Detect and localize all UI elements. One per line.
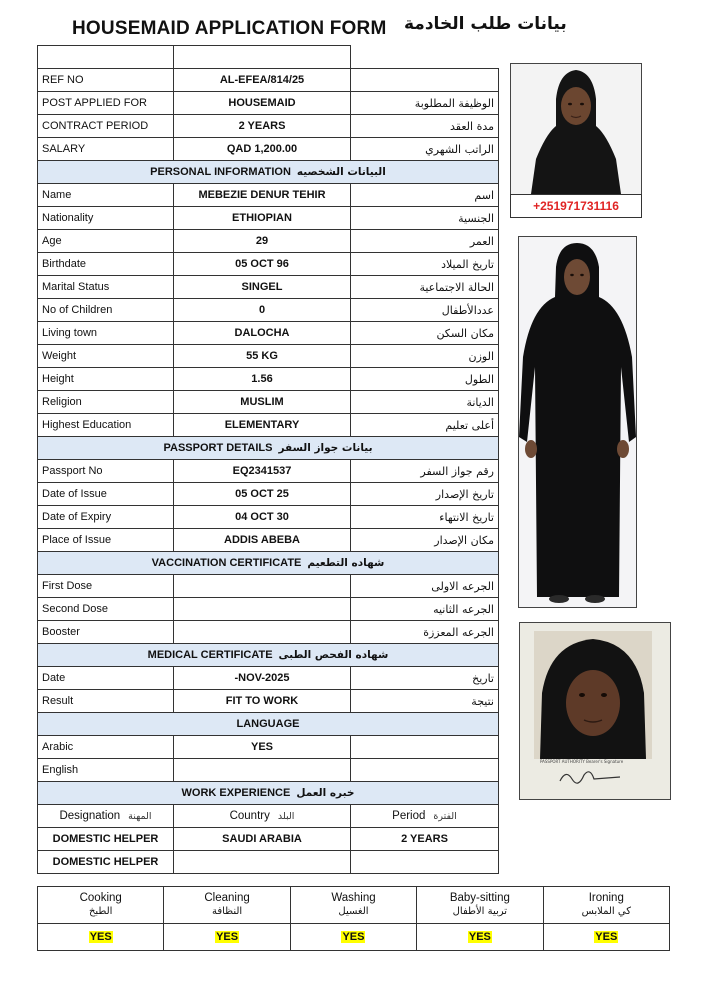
row-weight — [38, 345, 499, 368]
expiry-date-value: 04 OCT 30 — [174, 506, 351, 529]
living-town-label: Living town — [38, 322, 174, 345]
salary-label: SALARY — [38, 138, 174, 161]
row-salary — [38, 138, 499, 161]
experience-period — [351, 851, 499, 874]
experience-column-headers — [38, 805, 499, 828]
nationality-arabic: الجنسية — [351, 207, 499, 230]
experience-header-ar: خبره العمل — [296, 787, 355, 799]
skill-washing-value: YES — [342, 931, 365, 943]
salary-value: QAD 1,200.00 — [174, 138, 351, 161]
row-marital-status — [38, 276, 499, 299]
row-height — [38, 368, 499, 391]
medical-header-ar: شهاده الفحص الطبى — [278, 649, 389, 661]
skill-cleaning — [164, 887, 290, 924]
english-label: English — [38, 759, 174, 782]
experience-country — [174, 851, 351, 874]
weight-arabic: الوزن — [351, 345, 499, 368]
row-name — [38, 184, 499, 207]
medical-header-en: MEDICAL CERTIFICATE — [147, 649, 273, 661]
personal-header-en: PERSONAL INFORMATION — [150, 166, 291, 178]
passport-header-ar: بيانات جواز السفر — [278, 442, 373, 454]
row-age — [38, 230, 499, 253]
passport-photo — [519, 622, 671, 800]
skills-table — [37, 886, 670, 951]
medical-date-label: Date — [38, 667, 174, 690]
row-contract — [38, 115, 499, 138]
experience-designation: DOMESTIC HELPER — [38, 828, 174, 851]
first-dose-label: First Dose — [38, 575, 174, 598]
living-town-arabic: مكان السكن — [351, 322, 499, 345]
skill-baby-sitting-value: YES — [468, 931, 491, 943]
religion-value: MUSLIM — [174, 391, 351, 414]
name-arabic: اسم — [351, 184, 499, 207]
booster-arabic: الجرعه المعززة — [351, 621, 499, 644]
ref-no-arabic — [351, 69, 499, 92]
skill-ironing-label: Ironing — [588, 892, 624, 904]
issue-date-label: Date of Issue — [38, 483, 174, 506]
weight-label: Weight — [38, 345, 174, 368]
passport-no-label: Passport No — [38, 460, 174, 483]
salary-arabic: الراتب الشهري — [351, 138, 499, 161]
designation-column-ar: المهنة — [128, 811, 152, 822]
birthdate-value: 05 OCT 96 — [174, 253, 351, 276]
row-nationality — [38, 207, 499, 230]
issue-date-arabic: تاريخ الإصدار — [351, 483, 499, 506]
marital-status-value: SINGEL — [174, 276, 351, 299]
place-of-issue-arabic: مكان الإصدار — [351, 529, 499, 552]
passport-photo-caption: PASSPORT AUTHORITY Bearer's Signature — [540, 759, 624, 764]
name-label: Name — [38, 184, 174, 207]
medical-result-label: Result — [38, 690, 174, 713]
row-passport-no — [38, 460, 499, 483]
row-children — [38, 299, 499, 322]
row-first-dose — [38, 575, 499, 598]
medical-result-value: FIT TO WORK — [174, 690, 351, 713]
second-dose-value — [174, 598, 351, 621]
headshot-photo — [510, 63, 642, 195]
form-title: HOUSEMAID APPLICATION FORM — [72, 18, 387, 39]
children-label: No of Children — [38, 299, 174, 322]
designation-column — [38, 805, 174, 828]
row-booster — [38, 621, 499, 644]
passport-header-en: PASSPORT DETAILS — [163, 442, 273, 454]
full-body-figure — [519, 237, 636, 607]
row-religion — [38, 391, 499, 414]
personal-header-ar: البيانات الشخصيه — [296, 166, 386, 178]
contract-arabic: مدة العقد — [351, 115, 499, 138]
form-title-arabic: بيانات طلب الخادمة — [404, 14, 567, 34]
first-dose-arabic: الجرعه الاولى — [351, 575, 499, 598]
row-expiry-date — [38, 506, 499, 529]
skill-baby-sitting-label: Baby-sitting — [449, 892, 510, 904]
first-dose-value — [174, 575, 351, 598]
language-header-en: LANGUAGE — [236, 718, 300, 730]
religion-arabic: الديانة — [351, 391, 499, 414]
skill-cooking-label: Cooking — [79, 892, 122, 904]
application-form-table — [37, 45, 499, 874]
english-value — [174, 759, 351, 782]
designation-column-en: Designation — [59, 810, 121, 822]
skill-washing-label: Washing — [331, 892, 376, 904]
country-column-en: Country — [229, 810, 270, 822]
row-post — [38, 92, 499, 115]
row-arabic — [38, 736, 499, 759]
row-second-dose — [38, 598, 499, 621]
weight-value: 55 KG — [174, 345, 351, 368]
row-medical-date — [38, 667, 499, 690]
marital-status-label: Marital Status — [38, 276, 174, 299]
booster-value — [174, 621, 351, 644]
second-dose-arabic: الجرعه الثانيه — [351, 598, 499, 621]
vaccination-header — [38, 552, 499, 575]
age-value: 29 — [174, 230, 351, 253]
age-label: Age — [38, 230, 174, 253]
row-education — [38, 414, 499, 437]
contract-label: CONTRACT PERIOD — [38, 115, 174, 138]
skill-ironing-value: YES — [595, 931, 618, 943]
birthdate-arabic: تاريخ الميلاد — [351, 253, 499, 276]
skill-washing-label-ar: الغسيل — [338, 906, 369, 917]
marital-status-arabic: الحالة الاجتماعية — [351, 276, 499, 299]
headshot-figure — [511, 64, 641, 194]
row-birthdate — [38, 253, 499, 276]
age-arabic: العمر — [351, 230, 499, 253]
expiry-date-arabic: تاريخ الانتهاء — [351, 506, 499, 529]
education-value: ELEMENTARY — [174, 414, 351, 437]
skills-value-row — [38, 924, 670, 951]
post-value: HOUSEMAID — [174, 92, 351, 115]
arabic-label: Arabic — [38, 736, 174, 759]
experience-header-en: WORK EXPERIENCE — [181, 787, 291, 799]
passport-photo-figure — [520, 623, 670, 799]
row-english — [38, 759, 499, 782]
post-arabic: الوظيفة المطلوبة — [351, 92, 499, 115]
full-body-photo — [518, 236, 637, 608]
education-arabic: أعلى تعليم — [351, 414, 499, 437]
skill-ironing — [543, 887, 669, 924]
skill-ironing-label-ar: كي الملابس — [581, 906, 631, 917]
skill-cleaning-label-ar: النظافة — [211, 906, 243, 917]
skill-washing — [290, 887, 416, 924]
skill-cooking-value: YES — [89, 931, 112, 943]
religion-label: Religion — [38, 391, 174, 414]
birthdate-label: Birthdate — [38, 253, 174, 276]
skill-cleaning-value: YES — [216, 931, 239, 943]
skill-baby-sitting-label-ar: تربية الأطفال — [452, 906, 508, 917]
nationality-value: ETHIOPIAN — [174, 207, 351, 230]
children-arabic: عددالأطفال — [351, 299, 499, 322]
expiry-date-label: Date of Expiry — [38, 506, 174, 529]
ref-no-value: AL-EFEA/814/25 — [174, 69, 351, 92]
nationality-label: Nationality — [38, 207, 174, 230]
experience-header — [38, 782, 499, 805]
post-label: POST APPLIED FOR — [38, 92, 174, 115]
country-column-ar: البلد — [277, 811, 295, 822]
education-label: Highest Education — [38, 414, 174, 437]
phone-number: +251971731116 — [510, 194, 642, 218]
skills-label-row — [38, 887, 670, 924]
experience-period: 2 YEARS — [351, 828, 499, 851]
skill-cooking — [38, 887, 164, 924]
height-label: Height — [38, 368, 174, 391]
period-column — [351, 805, 499, 828]
second-dose-label: Second Dose — [38, 598, 174, 621]
experience-country: SAUDI ARABIA — [174, 828, 351, 851]
language-header — [38, 713, 499, 736]
name-value: MEBEZIE DENUR TEHIR — [174, 184, 351, 207]
booster-label: Booster — [38, 621, 174, 644]
medical-header — [38, 644, 499, 667]
experience-designation: DOMESTIC HELPER — [38, 851, 174, 874]
height-arabic: الطول — [351, 368, 499, 391]
ref-no-label: REF NO — [38, 69, 174, 92]
height-value: 1.56 — [174, 368, 351, 391]
passport-header — [38, 437, 499, 460]
vaccination-header-en: VACCINATION CERTIFICATE — [151, 557, 302, 569]
vaccination-header-ar: شهاده التطعيم — [307, 557, 385, 569]
contract-value: 2 YEARS — [174, 115, 351, 138]
medical-result-arabic: نتيجة — [351, 690, 499, 713]
skill-baby-sitting — [417, 887, 543, 924]
row-issue-date — [38, 483, 499, 506]
issue-date-value: 05 OCT 25 — [174, 483, 351, 506]
personal-info-header — [38, 161, 499, 184]
period-column-ar: الفترة — [433, 811, 457, 822]
passport-no-arabic: رقم جواز السفر — [351, 460, 499, 483]
skill-cleaning-label: Cleaning — [204, 892, 250, 904]
medical-date-value: -NOV-2025 — [174, 667, 351, 690]
row-living-town — [38, 322, 499, 345]
arabic-value: YES — [174, 736, 351, 759]
period-column-en: Period — [392, 810, 426, 822]
row-medical-result — [38, 690, 499, 713]
skill-cooking-label-ar: الطبخ — [88, 906, 113, 917]
experience-row-1 — [38, 828, 499, 851]
experience-row-2 — [38, 851, 499, 874]
country-column — [174, 805, 351, 828]
medical-date-arabic: تاريخ — [351, 667, 499, 690]
passport-no-value: EQ2341537 — [174, 460, 351, 483]
row-ref-no — [38, 69, 499, 92]
place-of-issue-label: Place of Issue — [38, 529, 174, 552]
living-town-value: DALOCHA — [174, 322, 351, 345]
row-place-of-issue — [38, 529, 499, 552]
children-value: 0 — [174, 299, 351, 322]
form-top-blank-row — [38, 46, 499, 69]
place-of-issue-value: ADDIS ABEBA — [174, 529, 351, 552]
